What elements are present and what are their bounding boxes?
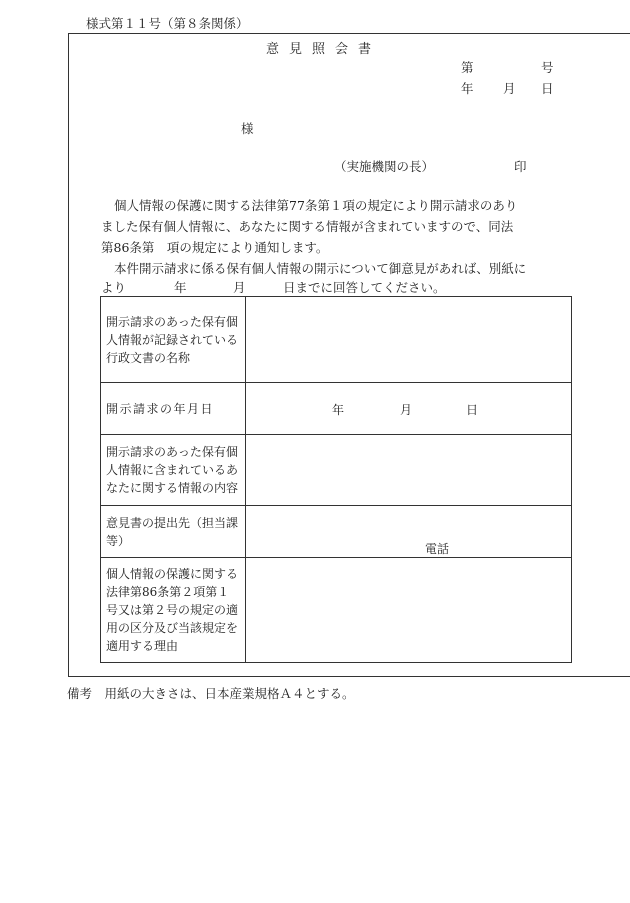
seal-mark: 印 xyxy=(514,159,527,174)
applicable-provision-field[interactable] xyxy=(246,558,572,663)
table-row xyxy=(101,435,572,506)
sender-title: （実施機関の長） xyxy=(334,159,435,174)
body-line-5-start: より xyxy=(101,280,127,295)
date-day: 日 xyxy=(541,81,554,96)
remark-note: 備考 用紙の大きさは、日本産業規格Ａ４とする。 xyxy=(67,686,355,701)
information-content-label: 開示請求のあった保有個人情報に含まれているあなたに関する情報の内容 xyxy=(101,435,246,506)
document-title: 意見照会書 xyxy=(266,42,382,57)
information-content-field[interactable] xyxy=(246,435,572,506)
body-line-2: ました保有個人情報に、あなたに関する情報が含まれていますので、同法 xyxy=(101,219,514,234)
addressee-suffix: 様 xyxy=(241,121,254,136)
table-row xyxy=(101,506,572,558)
body-line-5-end: 日までに回答してください。 xyxy=(283,280,446,295)
submission-destination-field[interactable] xyxy=(246,506,572,558)
request-date-month: 月 xyxy=(400,403,413,417)
table-row xyxy=(101,297,572,383)
body-line-5-month: 月 xyxy=(233,280,246,295)
request-date-label: 開示請求の年月日 xyxy=(101,383,246,435)
number-suffix: 号 xyxy=(541,60,554,75)
form-number-label: 様式第１１号（第８条関係） xyxy=(86,16,249,31)
request-date-day: 日 xyxy=(466,403,479,417)
number-prefix: 第 xyxy=(461,60,474,75)
table-row xyxy=(101,558,572,663)
request-date-year: 年 xyxy=(332,403,345,417)
table-row xyxy=(101,383,572,435)
body-line-4: 本件開示請求に係る保有個人情報の開示について御意見があれば、別紙に xyxy=(114,261,527,276)
applicable-provision-label: 個人情報の保護に関する法律第86条第２項第１号又は第２号の規定の適用の区分及び当該規定を適用する理由 xyxy=(101,558,246,663)
document-name-label: 開示請求のあった保有個人情報が記録されている行政文書の名称 xyxy=(101,297,246,383)
body-line-3: 第86条第 項の規定により通知します。 xyxy=(101,240,329,255)
submission-destination-label: 意見書の提出先（担当課等） xyxy=(101,506,246,558)
date-year: 年 xyxy=(461,81,474,96)
document-name-field[interactable] xyxy=(246,297,572,383)
request-date-field[interactable] xyxy=(246,383,572,435)
date-month: 月 xyxy=(503,81,516,96)
phone-label: 電話 xyxy=(425,542,450,556)
info-table xyxy=(100,296,572,663)
body-line-5-year: 年 xyxy=(174,280,187,295)
body-line-1: 個人情報の保護に関する法律第77条第１項の規定により開示請求のあり xyxy=(114,198,518,213)
